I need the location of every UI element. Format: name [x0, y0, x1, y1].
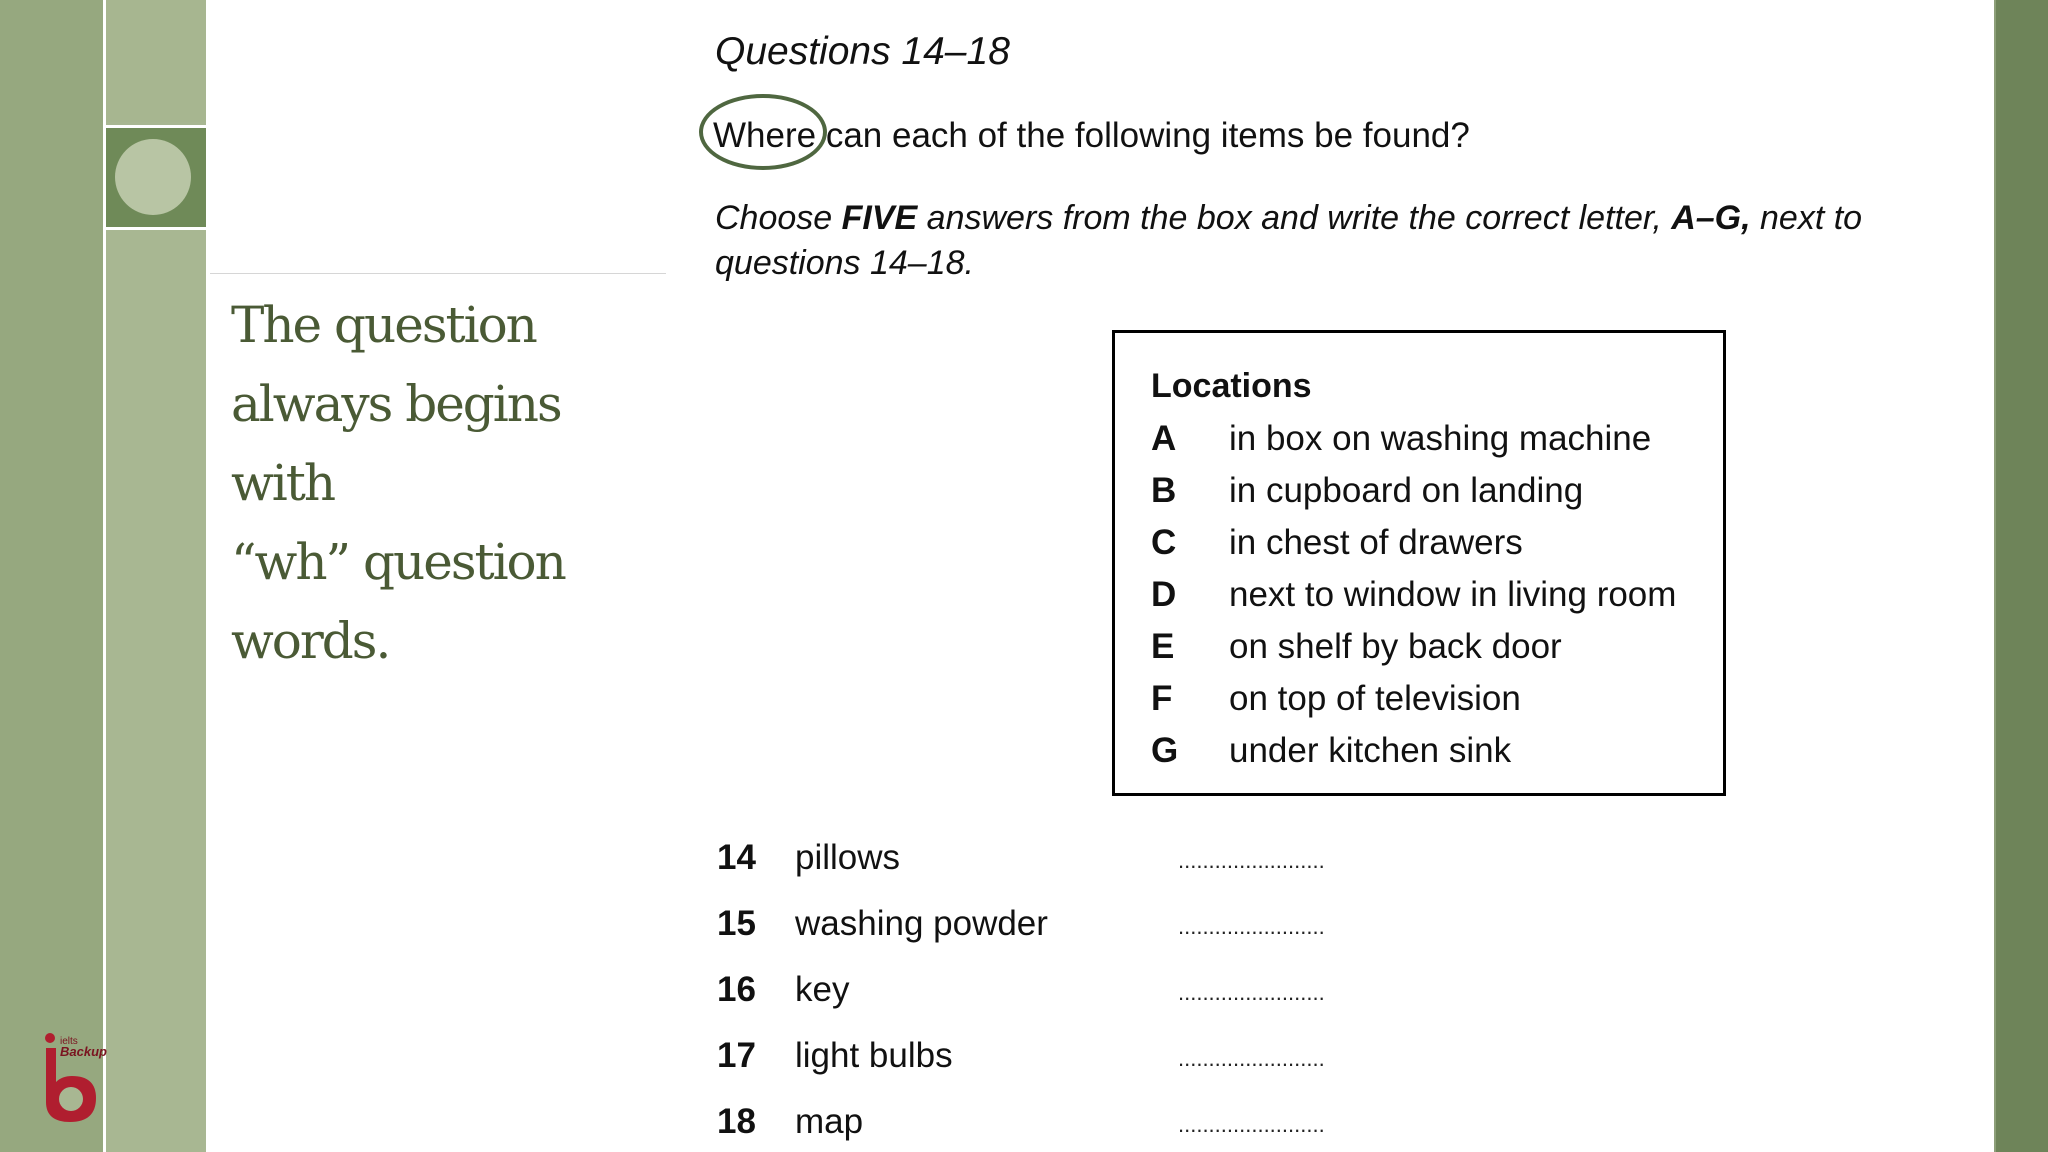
option-text: in chest of drawers: [1229, 523, 1523, 562]
instructions: [715, 196, 1945, 286]
question-item: [717, 1036, 953, 1076]
option-letter: D: [1151, 575, 1177, 614]
answer-blank[interactable]: ........................: [1178, 848, 1325, 873]
answer-blank[interactable]: ........................: [1178, 980, 1325, 1005]
caption-line: always begins with: [231, 375, 561, 512]
instruction-text: answers from the box and write the correct letter,: [917, 199, 1672, 237]
item-label: pillows: [795, 838, 901, 877]
logo-brand-main: Backup: [60, 1044, 107, 1059]
item-number: 15: [717, 904, 756, 943]
caption-line: “wh” question: [231, 533, 565, 591]
ielts-backup-logo-icon: [38, 1030, 124, 1128]
prompt-highlight-word: Where: [713, 116, 817, 155]
sidebar-separator: [210, 273, 666, 274]
item-number: 18: [717, 1102, 756, 1141]
location-option: [1151, 627, 1562, 667]
questions-title: Questions 14–18: [715, 30, 1010, 73]
left-decor-bar: [0, 0, 103, 1152]
logo-brand-small: ielts: [60, 1036, 78, 1047]
option-letter: F: [1151, 679, 1173, 718]
sidebar-caption: [231, 286, 661, 681]
option-text: in cupboard on landing: [1229, 471, 1584, 510]
answer-blank[interactable]: ........................: [1178, 1112, 1325, 1137]
prompt-rest: can each of the following items be found?: [816, 116, 1470, 155]
option-letter: E: [1151, 627, 1175, 666]
question-item: [717, 904, 1048, 944]
item-label: map: [795, 1102, 864, 1141]
answer-blank[interactable]: ........................: [1178, 1046, 1325, 1071]
left-top-block: [106, 0, 206, 122]
option-letter: G: [1151, 731, 1179, 770]
locations-title: Locations: [1151, 367, 1312, 405]
instruction-text: Choose: [715, 199, 842, 237]
right-decor-bar: [1996, 0, 2048, 1152]
instruction-text: next to questions 14–18.: [715, 199, 1863, 282]
item-number: 16: [717, 970, 756, 1009]
item-number: 17: [717, 1036, 756, 1075]
question-item: [717, 838, 900, 878]
item-number: 14: [717, 838, 756, 877]
location-option: [1151, 523, 1523, 563]
option-text: in box on washing machine: [1229, 419, 1652, 458]
caption-line: The question: [231, 296, 536, 354]
option-text: on shelf by back door: [1229, 627, 1562, 666]
decor-circle-icon: [115, 139, 191, 215]
location-option: [1151, 679, 1521, 719]
option-letter: B: [1151, 471, 1177, 510]
option-text: under kitchen sink: [1229, 731, 1512, 770]
instruction-count: FIVE: [841, 199, 918, 237]
caption-line: words.: [231, 612, 390, 670]
item-label: light bulbs: [795, 1036, 953, 1075]
option-text: next to window in living room: [1229, 575, 1677, 614]
item-label: washing powder: [795, 904, 1048, 943]
option-letter: C: [1151, 523, 1177, 562]
location-option: [1151, 419, 1651, 459]
question-item: [717, 1102, 863, 1142]
instruction-letter-range: A–G,: [1671, 199, 1751, 237]
option-text: on top of television: [1229, 679, 1521, 718]
question-item: [717, 970, 849, 1010]
location-option: [1151, 731, 1511, 771]
item-label: key: [795, 970, 850, 1009]
location-option: [1151, 575, 1676, 615]
option-letter: A: [1151, 419, 1177, 458]
locations-box: [1112, 330, 1726, 796]
highlight-circle-annotation: [699, 94, 827, 170]
location-option: [1151, 471, 1583, 511]
answer-blank[interactable]: ........................: [1178, 914, 1325, 939]
